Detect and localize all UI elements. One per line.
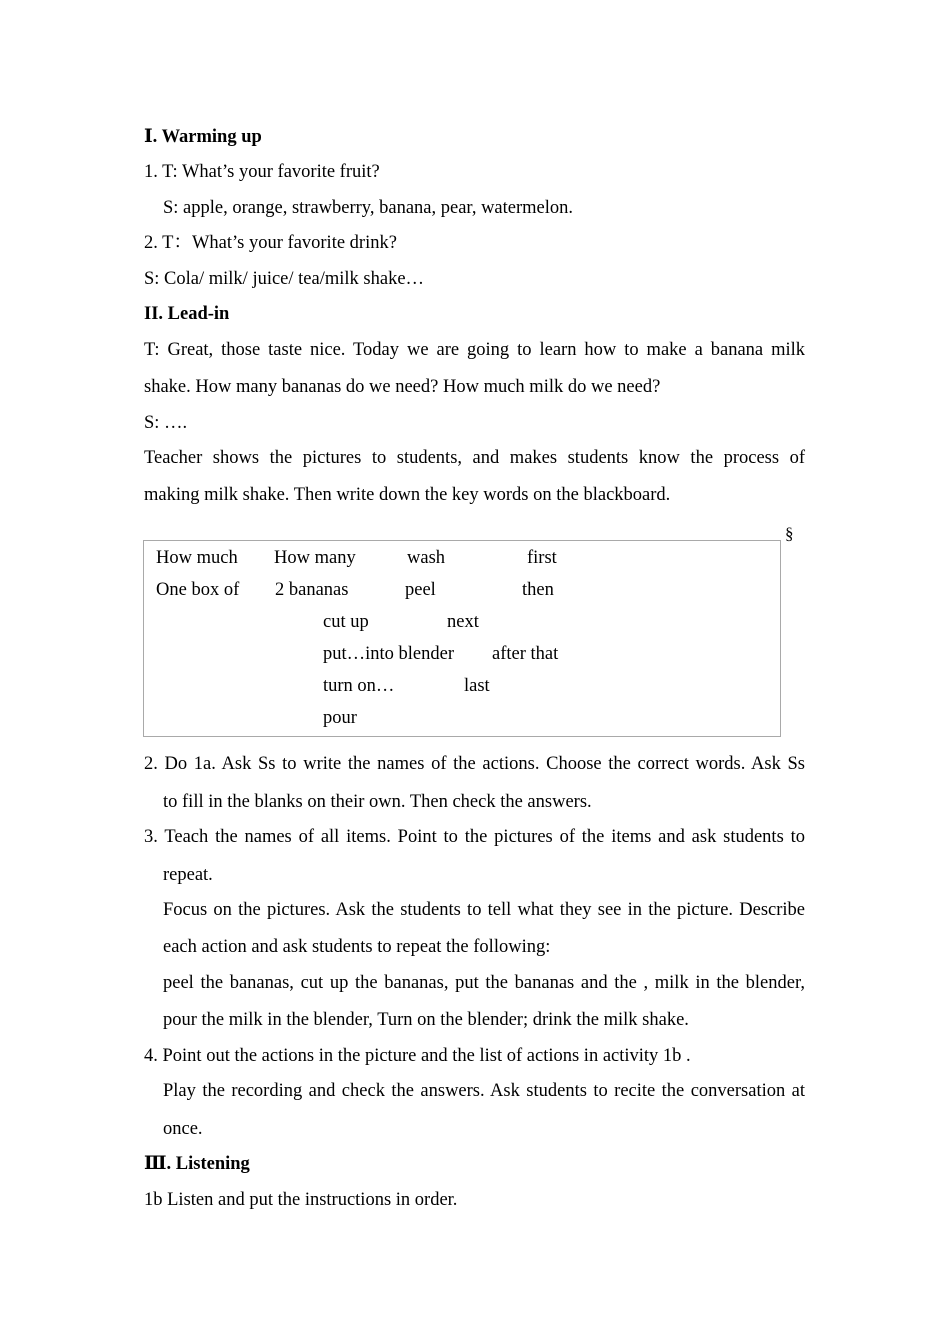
section-mark: § (785, 524, 794, 543)
blackboard-word: first (527, 548, 557, 568)
blackboard-word: then (522, 580, 554, 600)
step-3-line-5: peel the bananas, cut up the bananas, put the bananas and the , milk in the blender, (163, 973, 805, 993)
blackboard-word: peel (405, 580, 436, 600)
step-3-line-2: repeat. (163, 865, 213, 885)
blackboard-word: put…into blender (323, 644, 455, 664)
warmup-question-1: 1. T: What’s your favorite fruit? (144, 162, 380, 182)
step-3-line-3: Focus on the pictures. Ask the students to tell what they see in the picture. Describe (163, 900, 805, 920)
step-4-line-1: 4. Point out the actions in the picture and the list of actions in activity 1b . (144, 1046, 691, 1066)
blackboard-word: One box of (156, 580, 240, 600)
step-3-line-1: 3. Teach the names of all items. Point to the pictures of the items and ask students to (144, 827, 805, 847)
blackboard-word: 2 bananas (275, 580, 349, 600)
blackboard-word: cut up (323, 612, 369, 632)
blackboard-word: last (464, 676, 490, 696)
blackboard-word: after that (492, 644, 559, 664)
step-2-line-2: to fill in the blanks on their own. Then check the answers. (163, 792, 592, 812)
blackboard-word: How many (274, 548, 356, 568)
heading-listening: Ⅲ. Listening (144, 1154, 250, 1174)
warmup-answer-1: S: apple, orange, strawberry, banana, pear, watermelon. (163, 198, 574, 218)
heading-warming-up: Ⅰ. Warming up (144, 127, 262, 147)
leadin-teacher-line-1: T: Great, those taste nice. Today we are going to learn how to make a banana milk (144, 340, 805, 360)
blackboard-word: wash (407, 548, 446, 568)
leadin-paragraph-line-2: making milk shake. Then write down the key words on the blackboard. (144, 485, 671, 505)
blackboard-word: pour (323, 708, 357, 728)
blackboard-word: next (447, 612, 479, 632)
blackboard-box (143, 540, 781, 737)
step-4-line-3: once. (163, 1119, 203, 1139)
step-2-line-1: 2. Do 1a. Ask Ss to write the names of the actions. Choose the correct words. Ask Ss (144, 754, 805, 774)
listening-line-1: 1b Listen and put the instructions in order. (144, 1190, 458, 1210)
step-3-line-4: each action and ask students to repeat the following: (163, 937, 551, 957)
blackboard-word: turn on… (323, 676, 395, 696)
step-4-line-2: Play the recording and check the answers. Ask students to recite the conversation at (163, 1081, 805, 1101)
leadin-teacher-line-2: shake. How many bananas do we need? How much milk do we need? (144, 377, 661, 397)
warmup-question-2: 2. T：What’s your favorite drink? (144, 233, 397, 253)
step-3-line-6: pour the milk in the blender, Turn on the blender; drink the milk shake. (163, 1010, 689, 1030)
leadin-student-line: S: …. (144, 413, 188, 433)
warmup-answer-2: S: Cola/ milk/ juice/ tea/milk shake… (144, 269, 425, 289)
blackboard-word: How much (156, 548, 238, 568)
heading-lead-in: II. Lead-in (144, 304, 230, 324)
leadin-paragraph-line-1: Teacher shows the pictures to students, and makes students know the process of (144, 448, 805, 468)
